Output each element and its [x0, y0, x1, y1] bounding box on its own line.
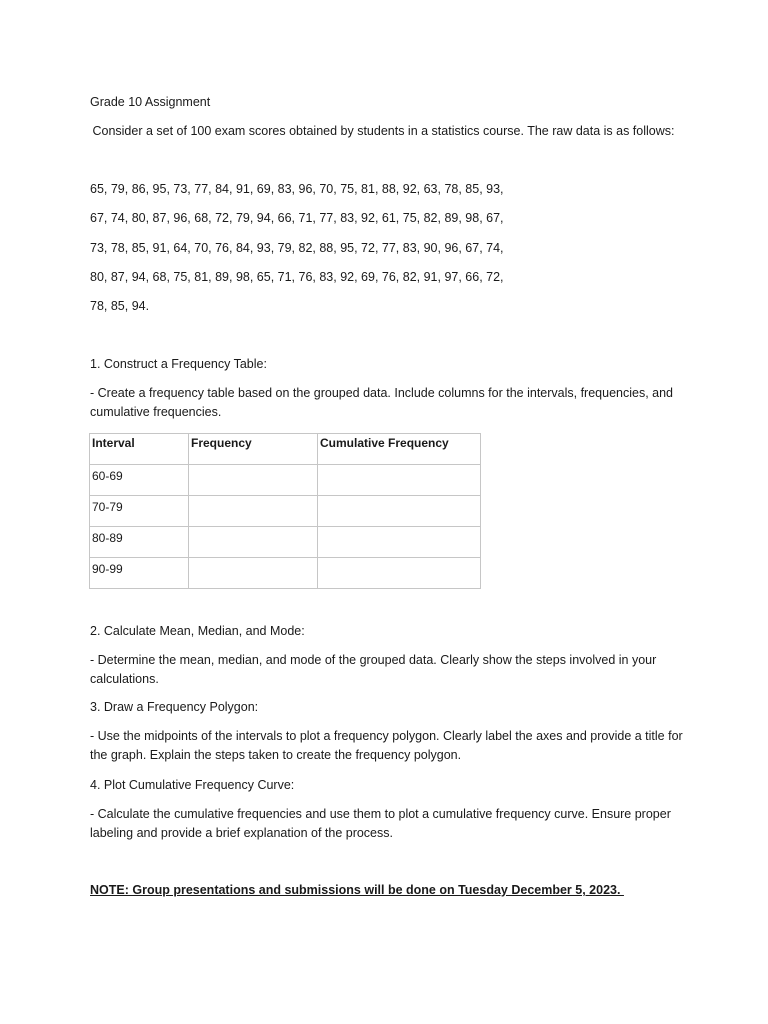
table-header-row: [90, 434, 481, 465]
task2-heading: 2. Calculate Mean, Median, and Mode:: [90, 624, 305, 638]
task4-heading: 4. Plot Cumulative Frequency Curve:: [90, 778, 295, 792]
task3-instruction: - Use the midpoints of the intervals to plot a frequency polygon. Clearly label the axes and provide a title for the graph. Explain the steps taken to create the frequency polygon.: [90, 729, 683, 762]
cumulative-frequency-cell: [318, 558, 481, 589]
assignment-title: Grade 10 Assignment: [90, 95, 211, 109]
task3-heading: 3. Draw a Frequency Polygon:: [90, 700, 259, 714]
raw-data-line: 67, 74, 80, 87, 96, 68, 72, 79, 94, 66, 71, 77, 83, 92, 61, 75, 82, 89, 98, 67,: [90, 211, 504, 225]
frequency-cell: [189, 527, 318, 558]
interval-cell: 60-69: [90, 465, 189, 496]
intro-text: Consider a set of 100 exam scores obtained by students in a statistics course. The raw data is as follows:: [89, 124, 675, 138]
task4-instruction: - Calculate the cumulative frequencies and use them to plot a cumulative frequency curve. Ensure proper labeling and provide a brief explanation of the process.: [90, 807, 671, 840]
task1-instruction: - Create a frequency table based on the grouped data. Include columns for the intervals, frequencies, and cumulative frequencies.: [90, 386, 674, 419]
table-row: [90, 465, 481, 496]
frequency-cell: [189, 558, 318, 589]
raw-data-line: 73, 78, 85, 91, 64, 70, 76, 84, 93, 79, 82, 88, 95, 72, 77, 83, 90, 96, 67, 74,: [90, 241, 504, 255]
table-row: [90, 527, 481, 558]
cumulative-frequency-cell: [318, 527, 481, 558]
interval-cell: 70-79: [90, 496, 189, 527]
header-cumulative-frequency: Cumulative Frequency: [318, 434, 481, 465]
submission-note: NOTE: Group presentations and submissions will be done on Tuesday December 5, 2023.: [90, 883, 624, 897]
table-row: [90, 558, 481, 589]
frequency-cell: [189, 496, 318, 527]
raw-data-line: 78, 85, 94.: [90, 299, 150, 313]
table-row: [90, 496, 481, 527]
header-frequency: Frequency: [189, 434, 318, 465]
cumulative-frequency-cell: [318, 465, 481, 496]
frequency-cell: [189, 465, 318, 496]
frequency-table: [89, 433, 481, 589]
header-interval: Interval: [90, 434, 189, 465]
raw-data-line: 65, 79, 86, 95, 73, 77, 84, 91, 69, 83, 96, 70, 75, 81, 88, 92, 63, 78, 85, 93,: [90, 182, 504, 196]
raw-data-line: 80, 87, 94, 68, 75, 81, 89, 98, 65, 71, 76, 83, 92, 69, 76, 82, 91, 97, 66, 72,: [90, 270, 504, 284]
task1-heading: 1. Construct a Frequency Table:: [90, 357, 267, 371]
cumulative-frequency-cell: [318, 496, 481, 527]
interval-cell: 80-89: [90, 527, 189, 558]
task2-instruction: - Determine the mean, median, and mode of the grouped data. Clearly show the steps involved in your calculations.: [90, 653, 657, 686]
interval-cell: 90-99: [90, 558, 189, 589]
